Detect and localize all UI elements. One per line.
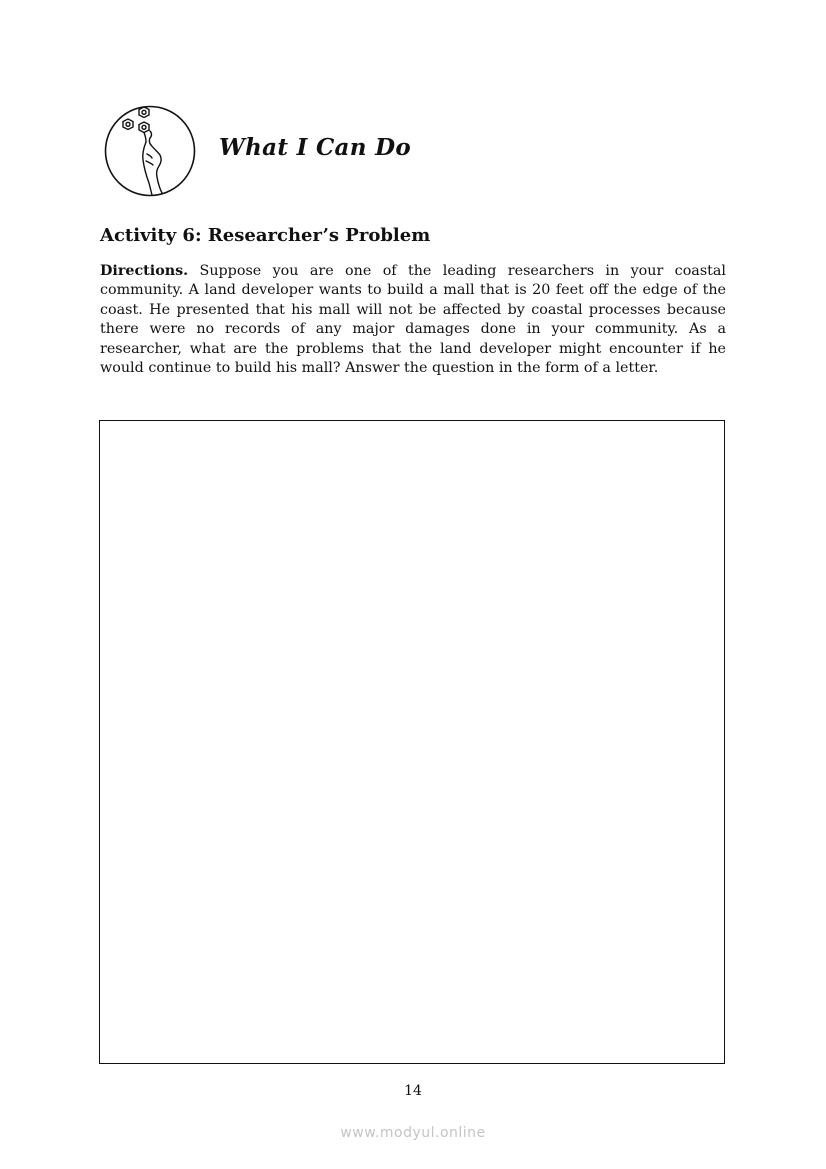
answer-box[interactable]	[99, 420, 725, 1064]
page-number: 14	[404, 1083, 422, 1099]
watermark: www.modyul.online	[340, 1125, 486, 1141]
activity-title: Activity 6: Researcher’s Problem	[100, 225, 431, 246]
directions-paragraph	[100, 262, 726, 378]
section-title: What I Can Do	[219, 134, 411, 161]
hand-holding-gears-icon	[104, 105, 196, 197]
directions-label: Directions.	[100, 263, 189, 279]
directions-text: Suppose you are one of the leading researchers in your coastal community. A land developer wants to build a mall that is 20 feet off the edge of the coast. He presented that his mall will not be affected by coastal processes because there were no records of any major damages done in your community. As a researcher, what are the problems that the land developer might encounter if he would continue to build his mall? Answer the question in the form of a letter.	[100, 263, 726, 377]
